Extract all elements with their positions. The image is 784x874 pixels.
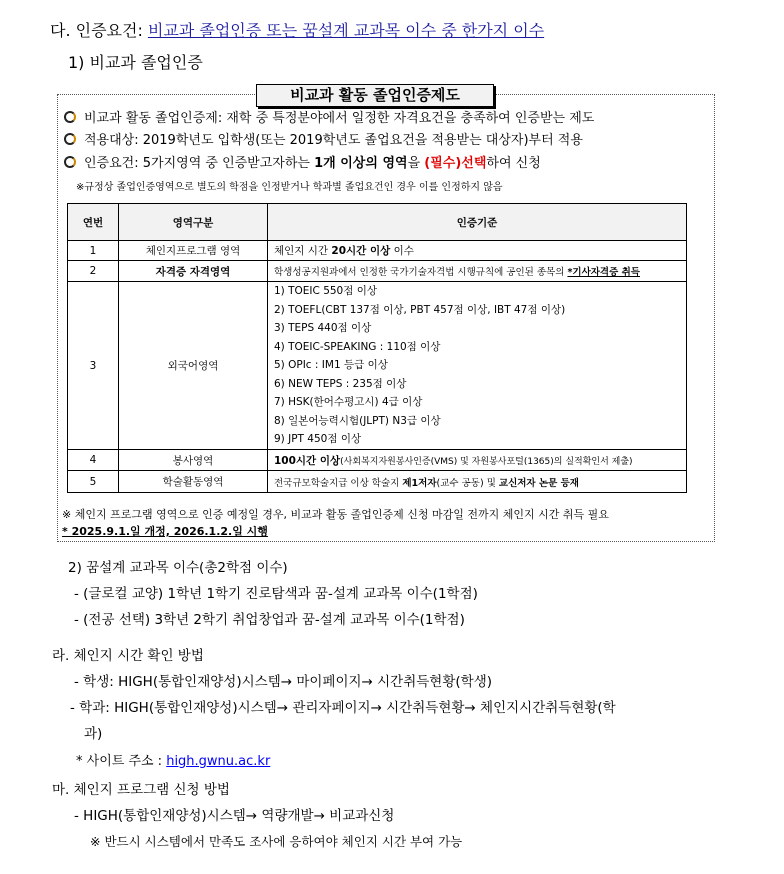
language-criterion: 1) TOEIC 550점 이상 [274, 285, 378, 298]
bullet-3: 인증요건: 5가지영역 중 인증받고자하는 1개 이상의 영역을 (필수)선택하여 신청 [64, 152, 541, 171]
list-item: - 학생: HIGH(통합인재양성)시스템→ 마이페이지→ 시간취득현황(학생) [74, 674, 493, 690]
list-item: - HIGH(통합인재양성)시스템→ 역량개발→ 비교과신청 [74, 808, 395, 824]
site-line: * 사이트 주소 : high.gwnu.ac.kr [76, 754, 271, 769]
language-criterion: 8) 일본어능력시험(JLPT) N3급 이상 [274, 414, 441, 427]
circle-bullet-icon [64, 111, 76, 123]
language-criterion: 4) TOEIC-SPEAKING : 110점 이상 [274, 340, 441, 353]
site-link[interactable]: high.gwnu.ac.kr [166, 754, 271, 769]
list-item: - (글로컬 교양) 1학년 1학기 진로탐색과 꿈-설계 교과목 이수(1학점) [74, 586, 478, 602]
language-criterion: 6) NEW TEPS : 235점 이상 [274, 377, 407, 390]
list-item: - 학과: HIGH(통합인재양성)시스템→ 관리자페이지→ 시간취득현황→ 체인지시간취득현황(학 [70, 700, 616, 716]
language-criterion: 7) HSK(한어수평고시) 4급 이상 [274, 396, 423, 409]
table-header: 연번 영역구분 인증기준 [68, 204, 687, 241]
section-ra: 라. 체인지 시간 확인 방법 [52, 648, 204, 664]
box-note: ※규정상 졸업인증영역으로 별도의 학점을 인정받거나 학과별 졸업요건인 경우 이를 인정하지 않음 [76, 182, 503, 193]
table-row: 2 자격증 자격영역 학생성공지원과에서 인정한 국가기술자격법 시행규칙에 공인된 종목의 *기사자격증 취득 [68, 261, 687, 282]
table-row: 3 외국어영역 1) TOEIC 550점 이상 2) TOEFL(CBT 137점 이상, PBT 457점 이상, IBT 47점 이상) 3) TEPS 440점 이상 4) TOEIC-SPEAKING : 110점 이상 5) OPIc : IM1 등급 이상 6) NEW TEPS : 235점 이상 7) HSK(한어수평고시) 4급 이상 8) 일본어능력시험(JLPT) N3급 이상 9) JPT 450점 이상 [68, 282, 687, 450]
box-title: 비교과 활동 졸업인증제도 [256, 84, 494, 107]
bullet-1: 비교과 활동 졸업인증제: 재학 중 특정분야에서 일정한 자격요건을 충족하여 인증받는 제도 [64, 107, 594, 126]
language-criterion: 3) TEPS 440점 이상 [274, 322, 372, 335]
table-row: 5 학술활동영역 전국규모학술지급 이상 학술지 제1저자(교수 공동) 및 교신저자 논문 등재 [68, 471, 687, 493]
circle-bullet-icon [64, 133, 76, 145]
table-row: 4 봉사영역 100시간 이상(사회복지자원봉사인증(VMS) 및 자원봉사포털(1365)의 실적확인서 제출) [68, 450, 687, 471]
certification-table [67, 203, 687, 493]
table-row: 1 체인지프로그램 영역 체인지 시간 20시간 이상 이수 [68, 241, 687, 261]
section-ma: 마. 체인지 프로그램 신청 방법 [52, 782, 230, 798]
ma-note: ※ 반드시 시스템에서 만족도 조사에 응하여야 체인지 시간 부여 가능 [90, 834, 463, 849]
bullet-2: 적용대상: 2019학년도 입학생(또는 2019학년도 졸업요건을 적용받는 대상자)부터 적용 [64, 129, 583, 148]
list-item-cont: 과) [84, 726, 103, 742]
language-criterion: 9) JPT 450점 이상 [274, 433, 362, 446]
list-item: - (전공 선택) 3학년 2학기 취업창업과 꿈-설계 교과목 이수(1학점) [74, 612, 465, 628]
sub-heading-2: 2) 꿈설계 교과목 이수(총2학점 이수) [68, 560, 288, 576]
sub-heading-1: 1) 비교과 졸업인증 [68, 53, 203, 72]
language-criterion: 5) OPIc : IM1 등급 이상 [274, 359, 388, 372]
box-footnote-2: * 2025.9.1.일 개정, 2026.1.2.일 시행 [62, 525, 268, 538]
box-footnote-1: ※ 체인지 프로그램 영역으로 인증 예정일 경우, 비교과 활동 졸업인증제 신청 마감일 전까지 체인지 시간 취득 필요 [62, 508, 609, 521]
heading-highlight: 비교과 졸업인증 또는 꿈설계 교과목 이수 중 한가지 이수 [147, 21, 545, 40]
circle-bullet-icon [64, 156, 76, 168]
language-criterion: 2) TOEFL(CBT 137점 이상, PBT 457점 이상, IBT 47점 이상) [274, 303, 566, 316]
section-heading: 다. 인증요건: 비교과 졸업인증 또는 꿈설계 교과목 이수 중 한가지 이수 [50, 21, 545, 40]
